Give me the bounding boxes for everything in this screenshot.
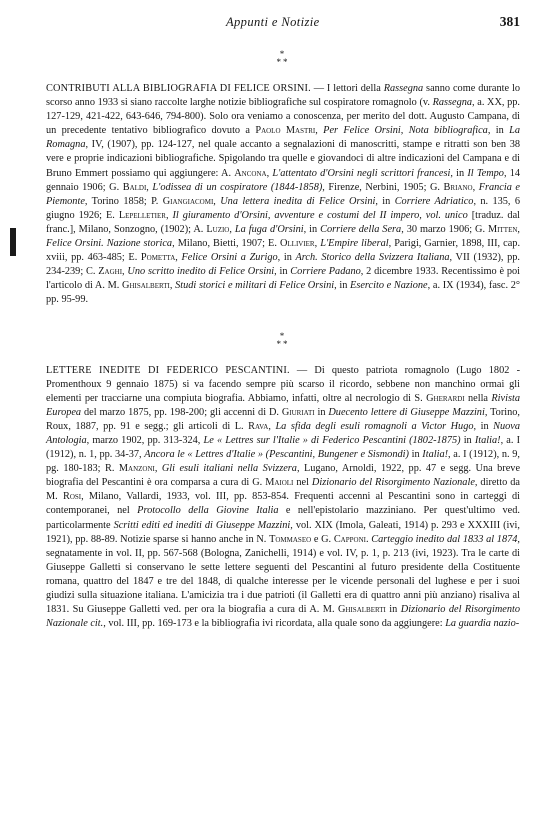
text-run: , in <box>450 167 468 179</box>
text-run: , Firenze, Nerbini, 1905; G. <box>322 181 444 193</box>
text-run: , <box>165 209 173 221</box>
text-run: in <box>408 449 423 461</box>
text-run: , in <box>334 280 351 292</box>
text-run: , in <box>473 420 494 432</box>
author-name: Zaghi <box>98 266 123 278</box>
italic-citation: Felice Orsini a Zurigo <box>181 252 278 264</box>
italic-citation: Ancora le « Lettres d'Italie » (Pescantini, Bungener e Sismondi) <box>144 449 409 461</box>
text-run: nel <box>293 477 312 489</box>
text-run: — I lettori della <box>310 83 384 94</box>
italic-citation: Corriere della Sera <box>320 223 402 235</box>
italic-citation: Il Tempo <box>467 167 504 179</box>
article-heading: CONTRIBUTI ALLA BIBLIOGRAFIA DI FELICE ORSINI. <box>46 83 311 94</box>
author-name: Capponi <box>333 533 366 545</box>
text-run: , in <box>303 223 321 235</box>
text-run: , n. 135, 6 giugno 1926; E. <box>46 195 521 221</box>
italic-citation: Uno scritto inedito di Felice Orsini <box>127 266 275 278</box>
article-text <box>46 83 520 305</box>
italic-citation: Studi storici e militari di Felice Orsini <box>175 280 335 292</box>
text-run: , in <box>375 195 395 207</box>
article-heading: LETTERE INEDITE DI FEDERICO PESCANTINI. <box>46 364 290 376</box>
italic-citation: Corriere Padano <box>290 266 361 278</box>
text-run: [traduz. dal franc.], Milano, Sonzogno, (1902); A. <box>46 209 520 235</box>
page-number: 381 <box>499 14 520 29</box>
italic-citation: Una lettera inedita di Felice Orsini <box>220 195 376 207</box>
author-name: Giangiacomi <box>162 195 214 207</box>
italic-citation: Duecento lettere di Giuseppe Mazzini <box>328 406 485 418</box>
author-name: Tommaseo <box>269 533 312 545</box>
section-asterism: * ** <box>276 330 290 349</box>
text-run: in <box>385 604 401 616</box>
text-run: , vol. III, pp. 169-173 e la bibliografia ivi ricordata, alla quale sono da aggiungere: <box>103 618 446 630</box>
author-name: Rosi <box>62 491 82 503</box>
text-run: , <box>315 125 324 137</box>
text-run: sanno come durante lo scorso anno 1933 si siano raccolte larghe notizie bibliografiche sul cospiratore romagnolo (v. <box>46 83 520 109</box>
margin-mark <box>10 228 16 256</box>
article-text <box>46 365 520 630</box>
text-run: , in <box>277 252 296 264</box>
italic-citation: Carteggio inedito dal 1833 al 1874 <box>371 533 518 545</box>
text-run: , IV, (1907), pp. 124-127, nel quale accanto a segnalazioni di manoscritti, stampe e ritratti son ben 38 vere e proprie indicazioni bibliografiche. Spigolando tra quelle e giovandoci di altre indicazioni del Campana e di Bruno Emmert possiamo qui aggiungere: A. <box>46 139 520 179</box>
section-asterism: * ** <box>276 49 290 67</box>
italic-citation: La fuga d'Orsini <box>234 223 304 235</box>
author-name: Luzio <box>206 223 230 235</box>
author-name: Ancona <box>234 167 267 179</box>
text-run: , Torino 1858; P. <box>84 195 163 207</box>
text-run: , VII (1932), pp. 234-239; C. <box>46 252 520 278</box>
text-run: e G. <box>311 533 334 545</box>
author-name: Briano <box>443 181 473 193</box>
text-run: , segnatamente in vol. II, pp. 567-568 (Bologna, Zanichelli, 1914) e vol. IV, p. 1, p. 213 (ivi, 1923). Tra le carte di Giuseppe Galletti si conservano le sette lettere seguenti del Pescantini al futuro presidente della Costituente romana, quattro del 1847 e tre del 1848, di qualche interesse per le vicende personali del lughese e per i suoi giudizi sulla situazione italiana. L'amicizia tra i due patrioti (il Galletti era di quattro anni più anziano) risaliva al 1831. Su Giuseppe Galletti ved. per ora la biografia a cura di A. M. <box>46 533 520 616</box>
author-name: Paolo Mastri <box>255 125 316 137</box>
text-run: , 14 gennaio 1906; G. <box>46 167 521 193</box>
text-run: , Parigi, Garnier, 1898, III, cap. xviii, pp. 463-485; E. <box>46 238 521 264</box>
italic-citation: Italia! <box>474 434 501 446</box>
running-header <box>226 14 520 30</box>
italic-citation: L'attentato d'Orsini negli scrittori francesi <box>272 167 451 179</box>
text-run: , vol. XIX (Imola, Galeati, 1914) p. 293 e XXXIII (ivi, 1921), pp. 88-89. Notizie sparse si hanno anche in N. <box>46 519 520 545</box>
article-pescantini <box>46 364 520 632</box>
italic-citation: Dizionario del Risorgimento Nazionale cit. <box>46 604 520 630</box>
text-run: , marzo 1902, pp. 313-324, <box>86 434 204 446</box>
text-run: , in <box>487 125 510 137</box>
author-name: Ghisalberti <box>122 280 170 292</box>
author-name: Rava <box>248 420 269 432</box>
text-run: , <box>169 280 176 292</box>
author-name: Ghisalberti <box>337 604 386 616</box>
italic-citation: Rassegna <box>432 97 473 109</box>
text-run: , <box>213 195 221 207</box>
italic-citation: La guardia nazio- <box>445 618 520 630</box>
text-run: , Lugano, Arnoldi, 1922, pp. 47 e segg. Una breve biografia del Pescantini è ora comparsa a cura di G. <box>46 463 521 489</box>
italic-citation: Protocollo della Giovine Italia <box>137 505 279 517</box>
italic-citation: Esercito e Nazione <box>350 280 428 292</box>
italic-citation: La Romagna <box>46 125 521 151</box>
italic-citation: L'odissea di un cospiratore (1844-1858) <box>152 181 323 193</box>
italic-citation: Arch. Storico della Svizzera Italiana <box>295 252 450 264</box>
text-run: nella <box>464 392 492 404</box>
text-run: , Milano, Vallardi, 1933, vol. III, pp. 853-854. Frequenti accenni al Pescantini sono in carteggi di contemporanei, nel <box>46 491 520 517</box>
author-name: Ollivier <box>279 238 315 250</box>
text-run: in <box>314 406 329 418</box>
italic-citation: Francia e Piemonte <box>46 181 520 207</box>
author-name: Lepelletier <box>118 209 166 221</box>
italic-citation: La sfida degli esuli romagnoli a Victor Hugo <box>275 420 474 432</box>
author-name: Pometta <box>140 252 176 264</box>
italic-citation: Italia! <box>422 449 449 461</box>
italic-citation: Rivista Europea <box>46 392 520 418</box>
italic-citation: Gli esuli italiani nella Svizzera <box>161 463 297 475</box>
author-name: Giuriati <box>281 406 315 418</box>
text-run: del marzo 1875, pp. 198-200; gli accenni di D. <box>81 406 282 418</box>
text-run: e nell'epistolario mazziniano. Per quest'ultimo ved. particolarmente <box>46 505 520 531</box>
italic-citation: Corriere Adriatico <box>394 195 474 207</box>
text-run: , a. IX (1934), fasc. 2° pp. 95-99. <box>46 280 520 306</box>
text-run: , <box>314 238 321 250</box>
text-run: , Torino, Roux, 1887, pp. 91 e segg.; gli articoli di L. <box>46 406 520 432</box>
running-title: Appunti e Notizie <box>226 15 320 29</box>
text-run: , <box>266 167 273 179</box>
article-orsini <box>46 82 520 308</box>
text-run: , <box>229 223 235 235</box>
text-run: — Di questo patriota romagnolo (Lugo 1802 - Promenthoux 9 gennaio 1875) si va facendo sempre più scarso il ricordo, sebbene non manchino ormai gli elementi per tracciarne una compiuta biografia. Abbiamo, infatti, oltre al necrologio di S. <box>46 364 521 404</box>
text-run: , diretto da M. <box>46 477 520 503</box>
author-name: Baldi <box>122 181 147 193</box>
text-run: . <box>365 533 372 545</box>
author-name: Gherardi <box>426 392 465 404</box>
text-run: , a. XX, pp. 127-129, 421-422, 643-646, 794-800). Solo ora veniamo a conoscenza, per merito del dott. Augusto Campana, di un precedente tentativo bibliografico dovuto a <box>46 97 520 137</box>
text-run: , in <box>274 266 291 278</box>
text-run: , Milano, Bietti, 1907; E. <box>172 238 280 250</box>
author-name: Maioli <box>265 477 294 489</box>
italic-citation: Scritti editi ed inediti di Giuseppe Mazzini <box>113 519 291 531</box>
text-run: , <box>122 266 128 278</box>
text-run: , 2 dicembre 1933. Recentissimo è poi l'articolo di A. M. <box>46 266 521 292</box>
text-run: , <box>472 181 479 193</box>
author-name: Manzoni <box>118 463 155 475</box>
text-run: , <box>175 252 182 264</box>
text-run: , <box>268 420 276 432</box>
italic-citation: L'Empire liberal <box>320 238 389 250</box>
text-run: , 30 marzo 1906; G. <box>401 223 489 235</box>
text-run: , <box>517 223 520 235</box>
italic-citation: Dizionario del Risorgimento Nazionale <box>311 477 475 489</box>
italic-citation: Felice Orsini. Nazione storica <box>46 238 173 250</box>
text-run: in <box>460 434 475 446</box>
text-run: , <box>154 463 162 475</box>
text-run: , a. I (1912), n. 1, pp. 34-37, <box>46 434 520 461</box>
author-name: Mitten <box>488 223 518 235</box>
italic-citation: Nuova Antologia <box>46 420 520 446</box>
italic-citation: Le « Lettres sur l'Italie » di Federico Pescantini (1802-1875) <box>203 434 461 446</box>
italic-citation: Rassegna <box>383 83 424 94</box>
italic-citation: Il giuramento d'Orsini, avventure e costumi del II impero, vol. unico <box>172 209 468 221</box>
italic-citation: Per Felice Orsini, Nota bibliografica <box>323 125 488 137</box>
text-run: , <box>146 181 153 193</box>
text-run: , a. I (1912), n. 9, pg. 180-183; R. <box>46 449 520 475</box>
